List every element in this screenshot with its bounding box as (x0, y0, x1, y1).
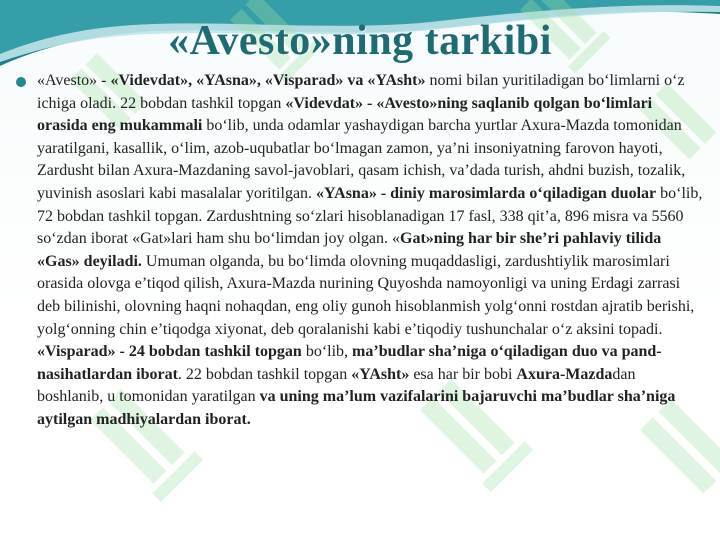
text-run: bo‘lib, unda odamlar yashaydigan barcha yurtlar Axura-Mazda tomonidan yaratilgani, kasallik, o‘lim, azob-uqubatlar bo‘lmagan zamon, ya’ni insoniyatning farovon hayoti, Zardusht bilan Axura-Mazdaning savol-javoblari, qasam ichish, va’dada turish, ahdni buzish, tozalik, yuvinish asoslari kabi masalalar yoritilgan. (37, 117, 686, 202)
text-run: bo‘lib, 72 bobdan tashkil topgan. Zardushtning so‘zlari hisoblanadigan 17 fasl, 338 qit’a, 896 misra va 5560 so‘zdan iborat «Gat»lari ham shu bo‘limdan joy olgan. « (37, 184, 703, 248)
slide-title: «Avesto»ning tarkibi (168, 18, 552, 64)
bold-text-run: «Visparad» - 24 bobdan tashkil topgan (37, 343, 302, 361)
bold-text-run: ma’budlar sha’niga o‘qiladigan duo va pand-nasihatlardan iborat (37, 343, 662, 383)
bold-text-run: va uning ma’lum vazifalarini bajaruvchi ma’budlar sha’niga aytilgan madhiyalardan iborat. (37, 388, 676, 428)
text-run: Umuman olganda, bu bo‘limda olovning muqaddasligi, zardushtiylik marosimlari orasida olovga e’tiqod qilish, Axura-Mazda nurining Quyoshda namoyonligi va uning Erdagi zarrasi deb bilinishi, olovning haqni nohaqdan, eng oliy gunoh hisoblanmish yolg‘onni rostdan ajratib berishi, yolg‘onning chin e’tiqodga xiyonat, deb qoralanishi kabi e’tiqodiy tushunchalar o‘z aksini topadi. (37, 252, 695, 338)
bold-text-run: «YAsna» - diniy marosimlarda o‘qiladigan duolar (316, 184, 657, 202)
text-run: nomi bilan yuritiladigan bo‘limlarni o‘z ichiga oladi. 22 bobdan tashkil topgan (37, 72, 685, 112)
text-run: esa har bir bobi (409, 365, 517, 383)
bold-text-run: «Videvdat», «YAsna», «Visparad» va «YAsht» (110, 72, 426, 89)
bold-text-run: Axura-Mazda (516, 365, 613, 383)
text-run: dan boshlanib, u tomonidan yaratilgan (37, 365, 636, 406)
slide-body (16, 70, 704, 432)
bold-text-run: «YAsht» (351, 365, 410, 383)
text-run: «Avesto» - (37, 72, 111, 89)
bold-text-run: «Videvdat» - «Avesto»ning saqlanib qolgan bo‘limlari orasida eng mukammali (37, 94, 653, 135)
text-run: bo‘lib, (301, 343, 353, 361)
body-paragraph (16, 70, 704, 432)
text-run: . 22 bobdan tashkil topgan (177, 365, 352, 383)
bullet-icon (16, 77, 26, 87)
bold-text-run: Gat»ning har bir she’ri pahlaviy tilida «Gas» deyiladi. (37, 230, 662, 270)
